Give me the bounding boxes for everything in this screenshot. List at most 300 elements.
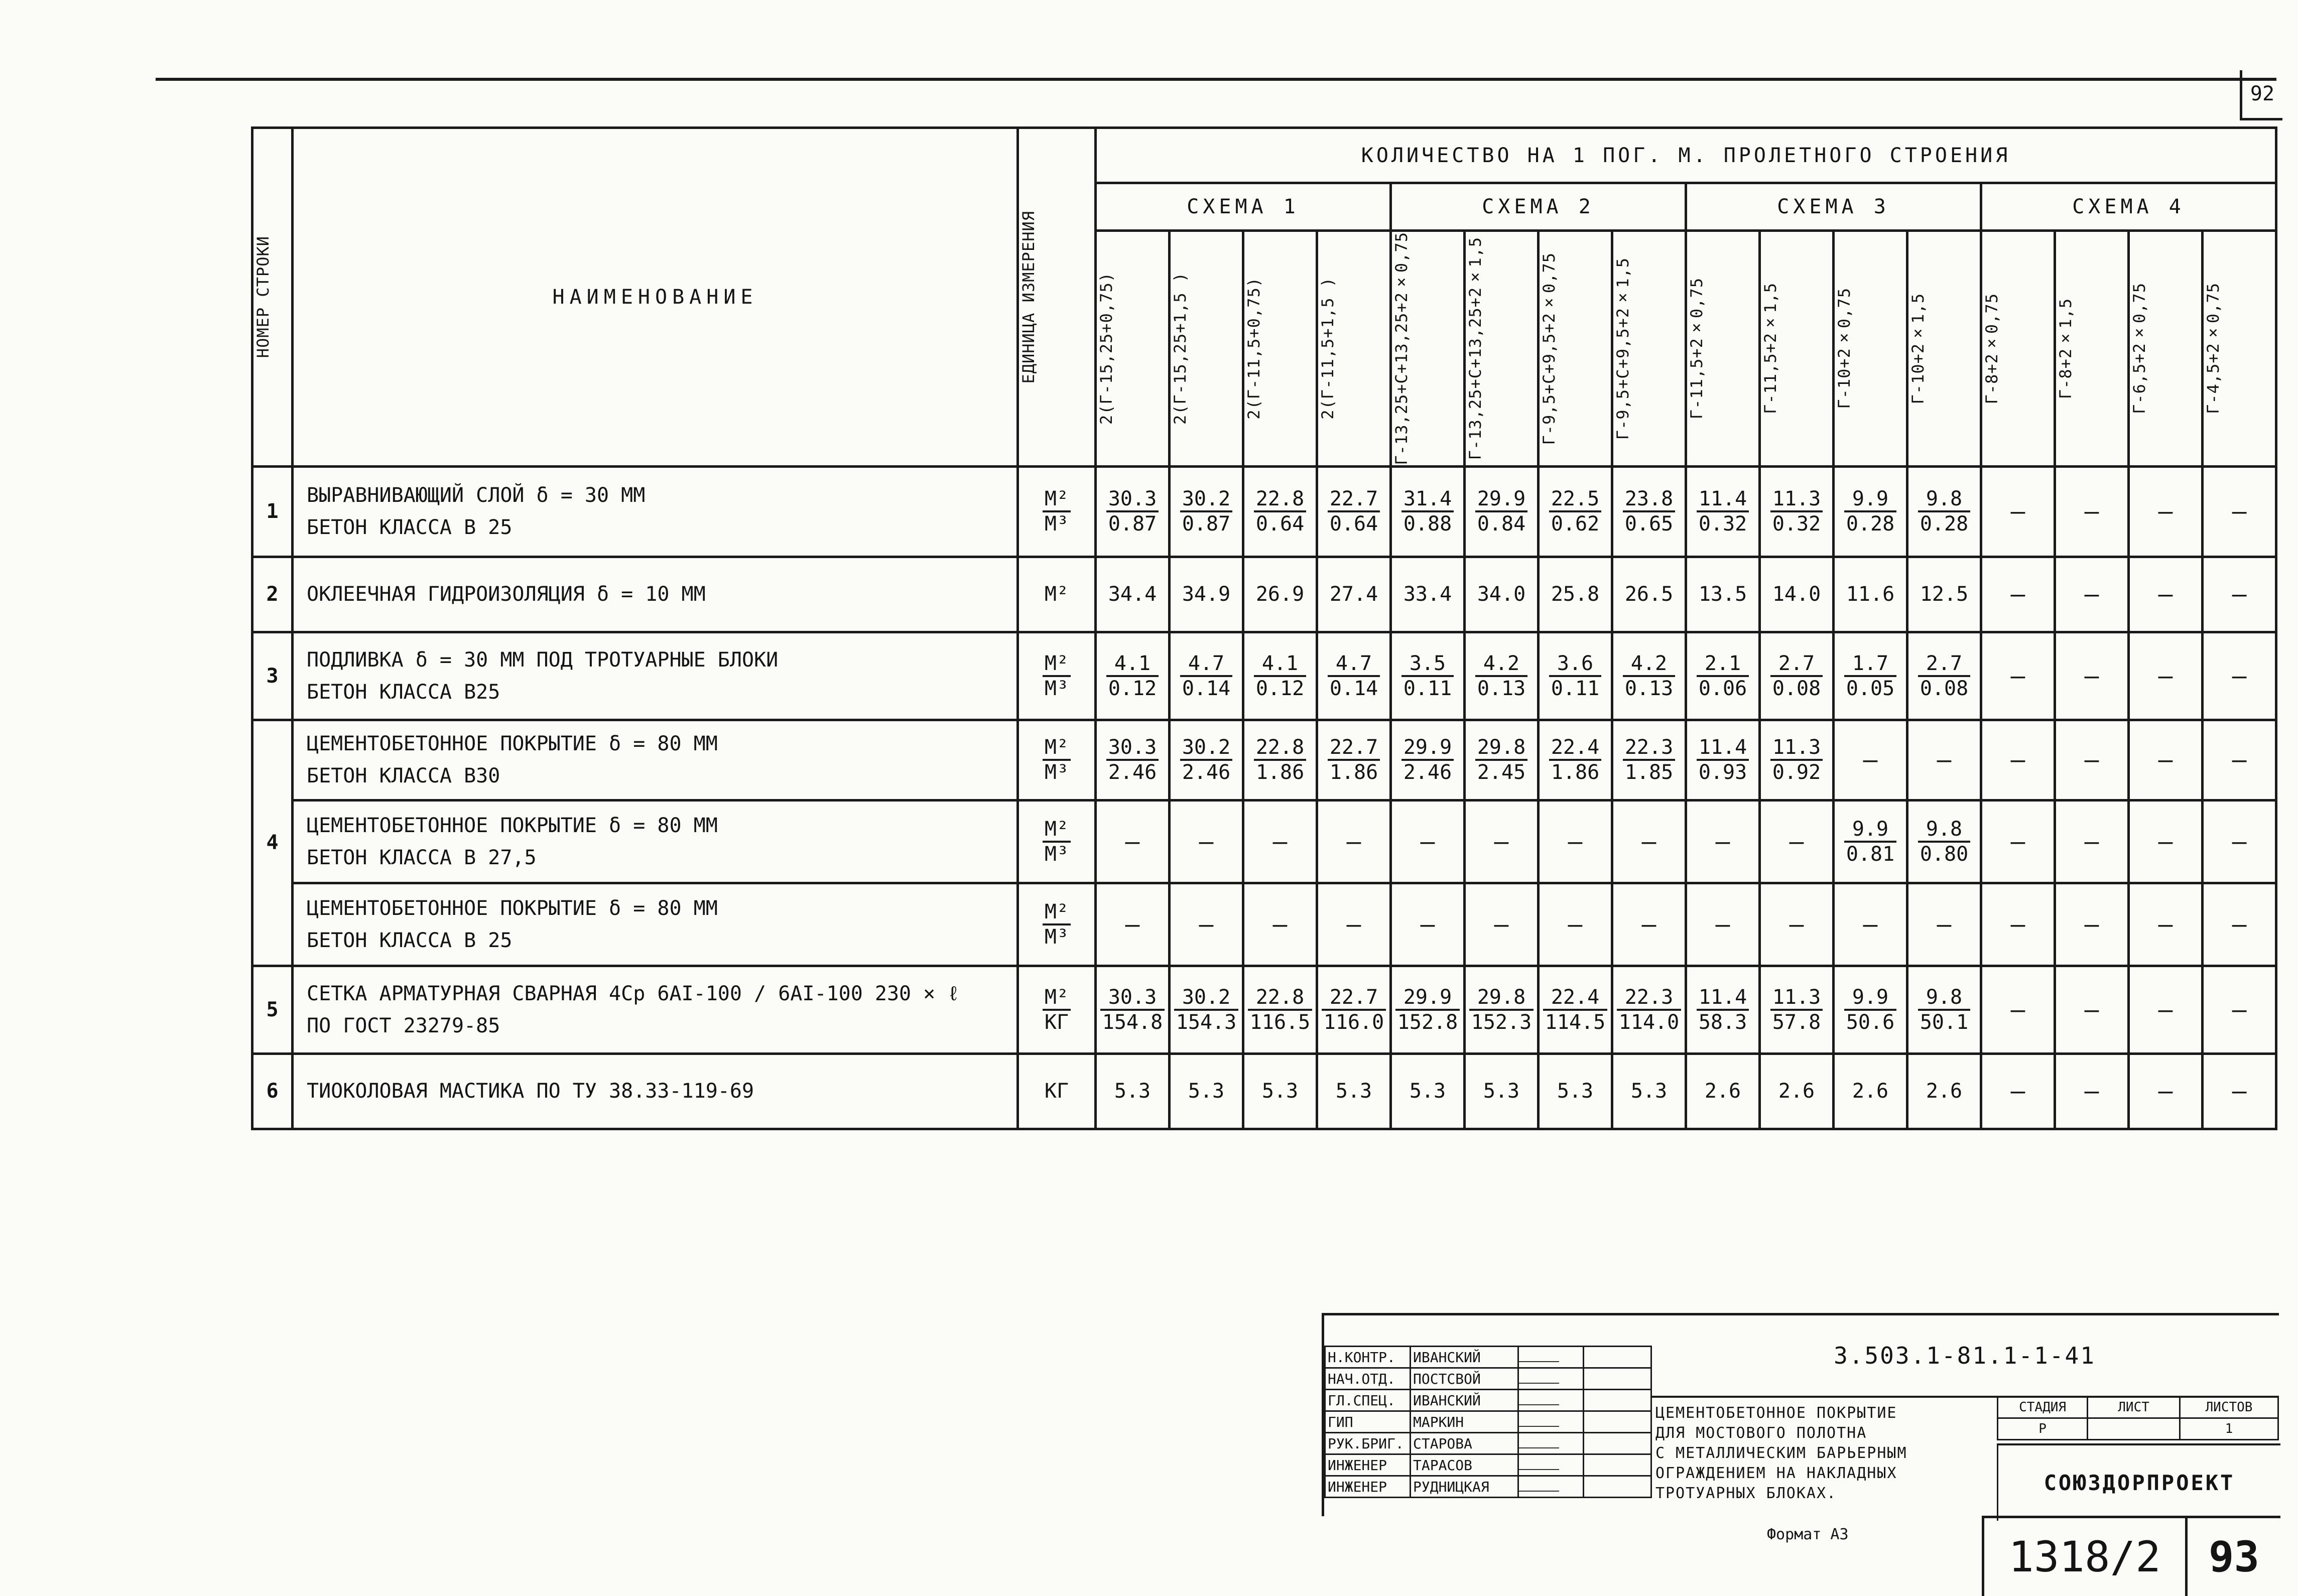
- value-fraction: [1918, 818, 1970, 866]
- signature-scribble: [1519, 1393, 1564, 1405]
- empty-dash: —: [2010, 497, 2025, 526]
- item-name-line: ЦЕМЕНТОБЕТОННОЕ ПОКРЫТИЕ δ = 80 ММ: [307, 814, 718, 837]
- value-fraction: [1106, 652, 1159, 700]
- value-bottom: 0.28: [1918, 510, 1970, 536]
- value-bottom: 152.8: [1395, 1009, 1460, 1034]
- value-bottom: 57.8: [1770, 1009, 1823, 1034]
- value-cell: [1612, 466, 1686, 557]
- header-unit-label: ЕДИНИЦА ИЗМЕРЕНИЯ: [1019, 210, 1038, 384]
- signature-date: [1584, 1411, 1651, 1433]
- value-cell: [1981, 466, 2055, 557]
- item-name-line: ЦЕМЕНТОБЕТОННОЕ ПОКРЫТИЕ δ = 80 ММ: [307, 732, 718, 756]
- empty-dash: —: [2158, 497, 2173, 526]
- item-name-line: ПОДЛИВКА δ = 30 ММ ПОД ТРОТУАРНЫЕ БЛОКИ: [307, 648, 779, 672]
- item-unit: [1018, 632, 1096, 720]
- value-bottom: 0.32: [1770, 510, 1823, 536]
- document-code: 3.503.1-81.1-1-41: [1650, 1315, 2279, 1398]
- signature-name: МАРКИН: [1411, 1411, 1518, 1433]
- item-name: [293, 883, 1018, 966]
- value-bottom: 0.13: [1475, 675, 1527, 700]
- value-cell: [1243, 800, 1317, 883]
- empty-dash: —: [1494, 910, 1509, 939]
- value-cell: [1243, 883, 1317, 966]
- value-bottom: 2.46: [1106, 759, 1159, 784]
- value-top: 22.7: [1329, 487, 1378, 511]
- empty-dash: —: [1125, 827, 1140, 856]
- empty-dash: —: [1789, 827, 1804, 856]
- value-cell: [1317, 466, 1391, 557]
- value-top: 11.3: [1772, 736, 1821, 759]
- value-bottom: 0.28: [1844, 510, 1896, 536]
- header-scheme: СХЕМА 2: [1391, 183, 1686, 231]
- bottom-stamp: [1982, 1516, 2280, 1596]
- value-fraction: [1623, 652, 1675, 700]
- unit-fraction: [1043, 487, 1071, 536]
- item-name: [293, 966, 1018, 1053]
- signature-role: ИНЖЕНЕР: [1325, 1454, 1411, 1476]
- value-cell: [1612, 966, 1686, 1053]
- signature-name: ИВАНСКИЙ: [1411, 1390, 1518, 1411]
- value-fraction: [1543, 986, 1607, 1034]
- value-fraction: [1844, 652, 1896, 700]
- unit-top: М²: [1044, 651, 1069, 675]
- value-cell: [1391, 720, 1465, 800]
- empty-dash: —: [2084, 827, 2099, 856]
- value-bottom: 0.93: [1697, 759, 1749, 784]
- page-number: 93: [2208, 1532, 2260, 1581]
- empty-dash: —: [2232, 580, 2247, 609]
- value-top: 11.4: [1698, 736, 1747, 759]
- value-cell: [1391, 800, 1465, 883]
- item-name-line: БЕТОН КЛАССА В25: [307, 680, 500, 704]
- signature-row: [1325, 1347, 1651, 1368]
- value-fraction: [1697, 986, 1749, 1034]
- empty-dash: —: [2010, 995, 2025, 1024]
- header-variant-label: Г-9,5+С+9,5+2×1,5: [1613, 257, 1632, 440]
- value-fraction: [1844, 986, 1896, 1034]
- header-variant: [1391, 231, 1465, 467]
- signature: [1518, 1476, 1584, 1498]
- value-fraction: [1770, 736, 1823, 784]
- signature-scribble: [1519, 1436, 1564, 1448]
- signature-date: [1584, 1368, 1651, 1390]
- table-row: [252, 883, 2276, 966]
- value-bottom: 0.92: [1770, 759, 1823, 784]
- empty-dash: —: [2010, 580, 2025, 609]
- header-scheme: СХЕМА 3: [1686, 183, 1981, 231]
- value-cell: [1391, 557, 1465, 632]
- signature-scribble: [1519, 1372, 1564, 1384]
- value-cell: [1612, 632, 1686, 720]
- item-name: [293, 466, 1018, 557]
- value-fraction: [1328, 652, 1380, 700]
- value-cell: [1539, 466, 1612, 557]
- empty-dash: —: [2158, 995, 2173, 1024]
- empty-dash: —: [2084, 995, 2099, 1024]
- value-cell: [1317, 883, 1391, 966]
- header-variant-label: Г-4,5+2×0,75: [2204, 283, 2223, 415]
- value-fraction: [1549, 736, 1601, 784]
- sheet-value: [2088, 1418, 2180, 1440]
- value-cell: [1465, 720, 1539, 800]
- empty-dash: —: [2158, 910, 2173, 939]
- value-top: 1.7: [1852, 651, 1889, 675]
- value-fraction: [1100, 986, 1165, 1034]
- value-fraction: [1697, 736, 1749, 784]
- empty-dash: —: [2158, 580, 2173, 609]
- value-cell: [1465, 966, 1539, 1053]
- empty-dash: —: [1199, 827, 1214, 856]
- value-cell: [1539, 557, 1612, 632]
- value-cell: [1096, 720, 1170, 800]
- signature: [1518, 1454, 1584, 1476]
- value-bottom: 154.8: [1100, 1009, 1165, 1034]
- value: 2.6: [1926, 1080, 1963, 1103]
- header-variant-label: 2(Г-15,25+1,5 ): [1171, 272, 1190, 425]
- value-cell: [1760, 632, 1834, 720]
- corner-page-number: 92: [2240, 70, 2282, 120]
- empty-dash: —: [1863, 910, 1878, 939]
- empty-dash: —: [2084, 1077, 2099, 1106]
- signature-role: ИНЖЕНЕР: [1325, 1476, 1411, 1498]
- empty-dash: —: [2232, 910, 2247, 939]
- value-top: 9.8: [1926, 487, 1963, 511]
- value-cell: [1317, 720, 1391, 800]
- value-bottom: 0.65: [1623, 510, 1675, 536]
- value-top: 30.3: [1108, 736, 1157, 759]
- header-variant: [1760, 231, 1834, 467]
- value-fraction: [1254, 652, 1306, 700]
- value-cell: [1760, 466, 1834, 557]
- signature-scribble: [1519, 1458, 1564, 1470]
- value-cell: [1612, 800, 1686, 883]
- header-row-number-label: НОМЕР СТРОКИ: [253, 236, 273, 358]
- empty-dash: —: [2084, 497, 2099, 526]
- value-cell: [1834, 466, 1907, 557]
- value: 5.3: [1188, 1080, 1225, 1103]
- value-cell: [1981, 557, 2055, 632]
- value-cell: [2129, 466, 2203, 557]
- value-cell: [1907, 720, 1981, 800]
- item-unit: [1018, 966, 1096, 1053]
- value-cell: [1391, 1053, 1465, 1129]
- value-cell: [2203, 720, 2276, 800]
- value-cell: [1465, 800, 1539, 883]
- empty-dash: —: [1494, 827, 1509, 856]
- header-name: НАИМЕНОВАНИЕ: [293, 128, 1018, 467]
- value-top: 22.8: [1255, 736, 1305, 759]
- value: 5.3: [1483, 1080, 1520, 1103]
- value-fraction: [1697, 487, 1749, 536]
- row-number: 4: [252, 720, 293, 966]
- value-cell: [2203, 632, 2276, 720]
- empty-dash: —: [2232, 827, 2247, 856]
- value-cell: [2055, 800, 2129, 883]
- value-bottom: 2.46: [1401, 759, 1454, 784]
- value-bottom: 0.87: [1106, 510, 1159, 536]
- unit-bottom: М³: [1043, 841, 1071, 866]
- value-cell: [1686, 557, 1760, 632]
- value-cell: [1834, 632, 1907, 720]
- value-cell: [1317, 557, 1391, 632]
- value-fraction: [1918, 986, 1970, 1034]
- document-title-line: ТРОТУАРНЫХ БЛОКАХ.: [1655, 1485, 1837, 1502]
- value-fraction: [1254, 736, 1306, 784]
- value-bottom: 0.87: [1180, 510, 1232, 536]
- unit-bottom: М³: [1043, 923, 1071, 949]
- unit-top: М²: [1044, 817, 1069, 841]
- item-unit: [1018, 883, 1096, 966]
- value-cell: [1539, 883, 1612, 966]
- value-fraction: [1623, 487, 1675, 536]
- value-cell: [1907, 557, 1981, 632]
- value-cell: [2203, 800, 2276, 883]
- value-cell: [1465, 632, 1539, 720]
- item-unit: [1018, 1053, 1096, 1129]
- document-title-line: ДЛЯ МОСТОВОГО ПОЛОТНА: [1655, 1424, 1867, 1442]
- document-title-line: ОГРАЖДЕНИЕМ НА НАКЛАДНЫХ: [1655, 1465, 1897, 1482]
- value-fraction: [1918, 652, 1970, 700]
- value-fraction: [1174, 986, 1238, 1034]
- item-unit: [1018, 557, 1096, 632]
- value-cell: [2055, 557, 2129, 632]
- value-fraction: [1697, 652, 1749, 700]
- header-variant: [1612, 231, 1686, 467]
- empty-dash: —: [1346, 910, 1361, 939]
- document-title: [1655, 1403, 1967, 1504]
- value-bottom: 0.12: [1106, 675, 1159, 700]
- unit-top: М²: [1044, 736, 1069, 759]
- value-cell: [1317, 966, 1391, 1053]
- value-top: 4.7: [1188, 651, 1225, 675]
- value-cell: [1981, 800, 2055, 883]
- header-scheme: СХЕМА 1: [1096, 183, 1391, 231]
- table-row: [252, 466, 2276, 557]
- value-cell: [1612, 883, 1686, 966]
- empty-dash: —: [1641, 910, 1656, 939]
- value-top: 11.4: [1698, 487, 1747, 511]
- header-variant: [1907, 231, 1981, 467]
- empty-dash: —: [2084, 910, 2099, 939]
- value-bottom: 0.14: [1180, 675, 1232, 700]
- empty-dash: —: [1272, 910, 1288, 939]
- empty-dash: —: [2232, 661, 2247, 690]
- row-number: 5: [252, 966, 293, 1053]
- signature-date: [1584, 1390, 1651, 1411]
- value-top: 2.1: [1704, 651, 1741, 675]
- value-cell: [1391, 466, 1465, 557]
- value-cell: [1170, 632, 1243, 720]
- value-cell: [1391, 966, 1465, 1053]
- value-cell: [1907, 466, 1981, 557]
- value-bottom: 116.5: [1248, 1009, 1312, 1034]
- value: 5.3: [1409, 1080, 1446, 1103]
- value-fraction: [1106, 487, 1159, 536]
- item-name: [293, 1053, 1018, 1129]
- table-row: [252, 800, 2276, 883]
- header-variant: [2055, 231, 2129, 467]
- signature-date: [1584, 1454, 1651, 1476]
- header-unit: [1018, 128, 1096, 467]
- value-top: 11.3: [1772, 985, 1821, 1009]
- signature-name: ПОСТСВОЙ: [1411, 1368, 1518, 1390]
- title-block: [1322, 1313, 2279, 1516]
- value-top: 4.1: [1114, 651, 1151, 675]
- value-cell: [1539, 966, 1612, 1053]
- value-cell: [1612, 720, 1686, 800]
- value-cell: [1317, 800, 1391, 883]
- value-cell: [1907, 632, 1981, 720]
- value-cell: [2203, 966, 2276, 1053]
- value-fraction: [1475, 487, 1527, 536]
- empty-dash: —: [2010, 746, 2025, 774]
- item-name: [293, 720, 1018, 800]
- header-scheme: СХЕМА 4: [1981, 183, 2276, 231]
- signature-name: РУДНИЦКАЯ: [1411, 1476, 1518, 1498]
- signature: [1518, 1390, 1584, 1411]
- empty-dash: —: [1641, 827, 1656, 856]
- sheet-label: ЛИСТ: [2088, 1397, 2180, 1418]
- quantities-table: [251, 126, 2277, 1130]
- value-cell: [1834, 720, 1907, 800]
- value: 11.6: [1846, 583, 1895, 606]
- header-variant: [1981, 231, 2055, 467]
- value-cell: [2203, 1053, 2276, 1129]
- value-cell: [1170, 557, 1243, 632]
- unit-value: КГ: [1044, 1080, 1069, 1103]
- value-cell: [1391, 883, 1465, 966]
- value-fraction: [1180, 736, 1232, 784]
- signature-name: ИВАНСКИЙ: [1411, 1347, 1518, 1368]
- empty-dash: —: [2232, 995, 2247, 1024]
- value-top: 2.7: [1778, 651, 1815, 675]
- value-bottom: 0.12: [1254, 675, 1306, 700]
- value-top: 22.8: [1255, 985, 1305, 1009]
- signature-date: [1584, 1476, 1651, 1498]
- item-name-line: ВЫРАВНИВАЮЩИЙ СЛОЙ δ = 30 ММ: [307, 484, 646, 507]
- value-fraction: [1248, 986, 1312, 1034]
- header-variant: [2203, 231, 2276, 467]
- value-fraction: [1770, 487, 1823, 536]
- item-name-line: ТИОКОЛОВАЯ МАСТИКА ПО ТУ 38.33-119-69: [307, 1080, 754, 1103]
- value: 5.3: [1557, 1080, 1594, 1103]
- value-cell: [1317, 1053, 1391, 1129]
- value-bottom: 2.45: [1475, 759, 1527, 784]
- signature: [1518, 1411, 1584, 1433]
- empty-dash: —: [2158, 661, 2173, 690]
- header-variant: [1465, 231, 1539, 467]
- header-variant-label: Г-13,25+С+13,25+2×0,75: [1392, 232, 1411, 465]
- signature-row: [1325, 1476, 1651, 1498]
- signature-row: [1325, 1433, 1651, 1454]
- value-fraction: [1770, 986, 1823, 1034]
- value-cell: [1907, 966, 1981, 1053]
- value-cell: [1686, 966, 1760, 1053]
- value-cell: [1170, 883, 1243, 966]
- value-cell: [1539, 720, 1612, 800]
- value: 27.4: [1329, 583, 1378, 606]
- value-bottom: 0.11: [1549, 675, 1601, 700]
- empty-dash: —: [1789, 910, 1804, 939]
- value-bottom: 2.46: [1180, 759, 1232, 784]
- value: 34.4: [1108, 583, 1157, 606]
- value-cell: [1834, 966, 1907, 1053]
- value-cell: [1096, 632, 1170, 720]
- value-cell: [1760, 800, 1834, 883]
- signature-role: Н.КОНТР.: [1325, 1347, 1411, 1368]
- value-cell: [1760, 1053, 1834, 1129]
- organization-name: СОЮЗДОРПРОЕКТ: [1997, 1443, 2280, 1521]
- header-variant: [1170, 231, 1243, 467]
- value-cell: [1907, 1053, 1981, 1129]
- unit-fraction: [1043, 986, 1071, 1034]
- value-cell: [1686, 1053, 1760, 1129]
- value-top: 11.4: [1698, 985, 1747, 1009]
- value: 25.8: [1551, 583, 1600, 606]
- value-cell: [2203, 557, 2276, 632]
- empty-dash: —: [1272, 827, 1288, 856]
- value: 26.5: [1624, 583, 1674, 606]
- unit-top: М²: [1044, 985, 1069, 1009]
- value-bottom: 0.08: [1918, 675, 1970, 700]
- empty-dash: —: [1937, 910, 1952, 939]
- value-cell: [1170, 800, 1243, 883]
- item-unit: [1018, 720, 1096, 800]
- empty-dash: —: [1346, 827, 1361, 856]
- value-top: 9.9: [1852, 487, 1889, 511]
- value-cell: [1981, 966, 2055, 1053]
- item-unit: [1018, 466, 1096, 557]
- value-cell: [1907, 883, 1981, 966]
- value-cell: [1834, 1053, 1907, 1129]
- value-bottom: 1.86: [1549, 759, 1601, 784]
- value-top: 30.2: [1182, 487, 1231, 511]
- unit-bottom: КГ: [1043, 1009, 1071, 1034]
- value-bottom: 1.85: [1623, 759, 1675, 784]
- item-name: [293, 800, 1018, 883]
- empty-dash: —: [2158, 1077, 2173, 1106]
- signature: [1518, 1368, 1584, 1390]
- value-bottom: 0.80: [1918, 841, 1970, 866]
- value-cell: [2055, 466, 2129, 557]
- empty-dash: —: [2084, 746, 2099, 774]
- value-top: 3.5: [1409, 651, 1446, 675]
- value-top: 30.3: [1108, 487, 1157, 511]
- value-cell: [1612, 557, 1686, 632]
- value-bottom: 0.64: [1328, 510, 1380, 536]
- empty-dash: —: [1863, 746, 1878, 774]
- value-fraction: [1475, 652, 1527, 700]
- value-cell: [2203, 466, 2276, 557]
- signature-role: ГИП: [1325, 1411, 1411, 1433]
- value-cell: [1465, 883, 1539, 966]
- value-top: 4.2: [1483, 651, 1520, 675]
- signature-row: [1325, 1390, 1651, 1411]
- empty-dash: —: [2232, 1077, 2247, 1106]
- value-fraction: [1549, 487, 1601, 536]
- empty-dash: —: [1715, 910, 1730, 939]
- empty-dash: —: [2084, 580, 2099, 609]
- value-top: 22.7: [1329, 985, 1378, 1009]
- value-cell: [2055, 883, 2129, 966]
- empty-dash: —: [2010, 1077, 2025, 1106]
- header-variant-label: Г-11,5+2×1,5: [1761, 283, 1780, 415]
- value-top: 2.7: [1926, 651, 1963, 675]
- value-bottom: 0.81: [1844, 841, 1896, 866]
- value: 13.5: [1698, 583, 1747, 606]
- table-row: [252, 966, 2276, 1053]
- value: 5.3: [1630, 1080, 1668, 1103]
